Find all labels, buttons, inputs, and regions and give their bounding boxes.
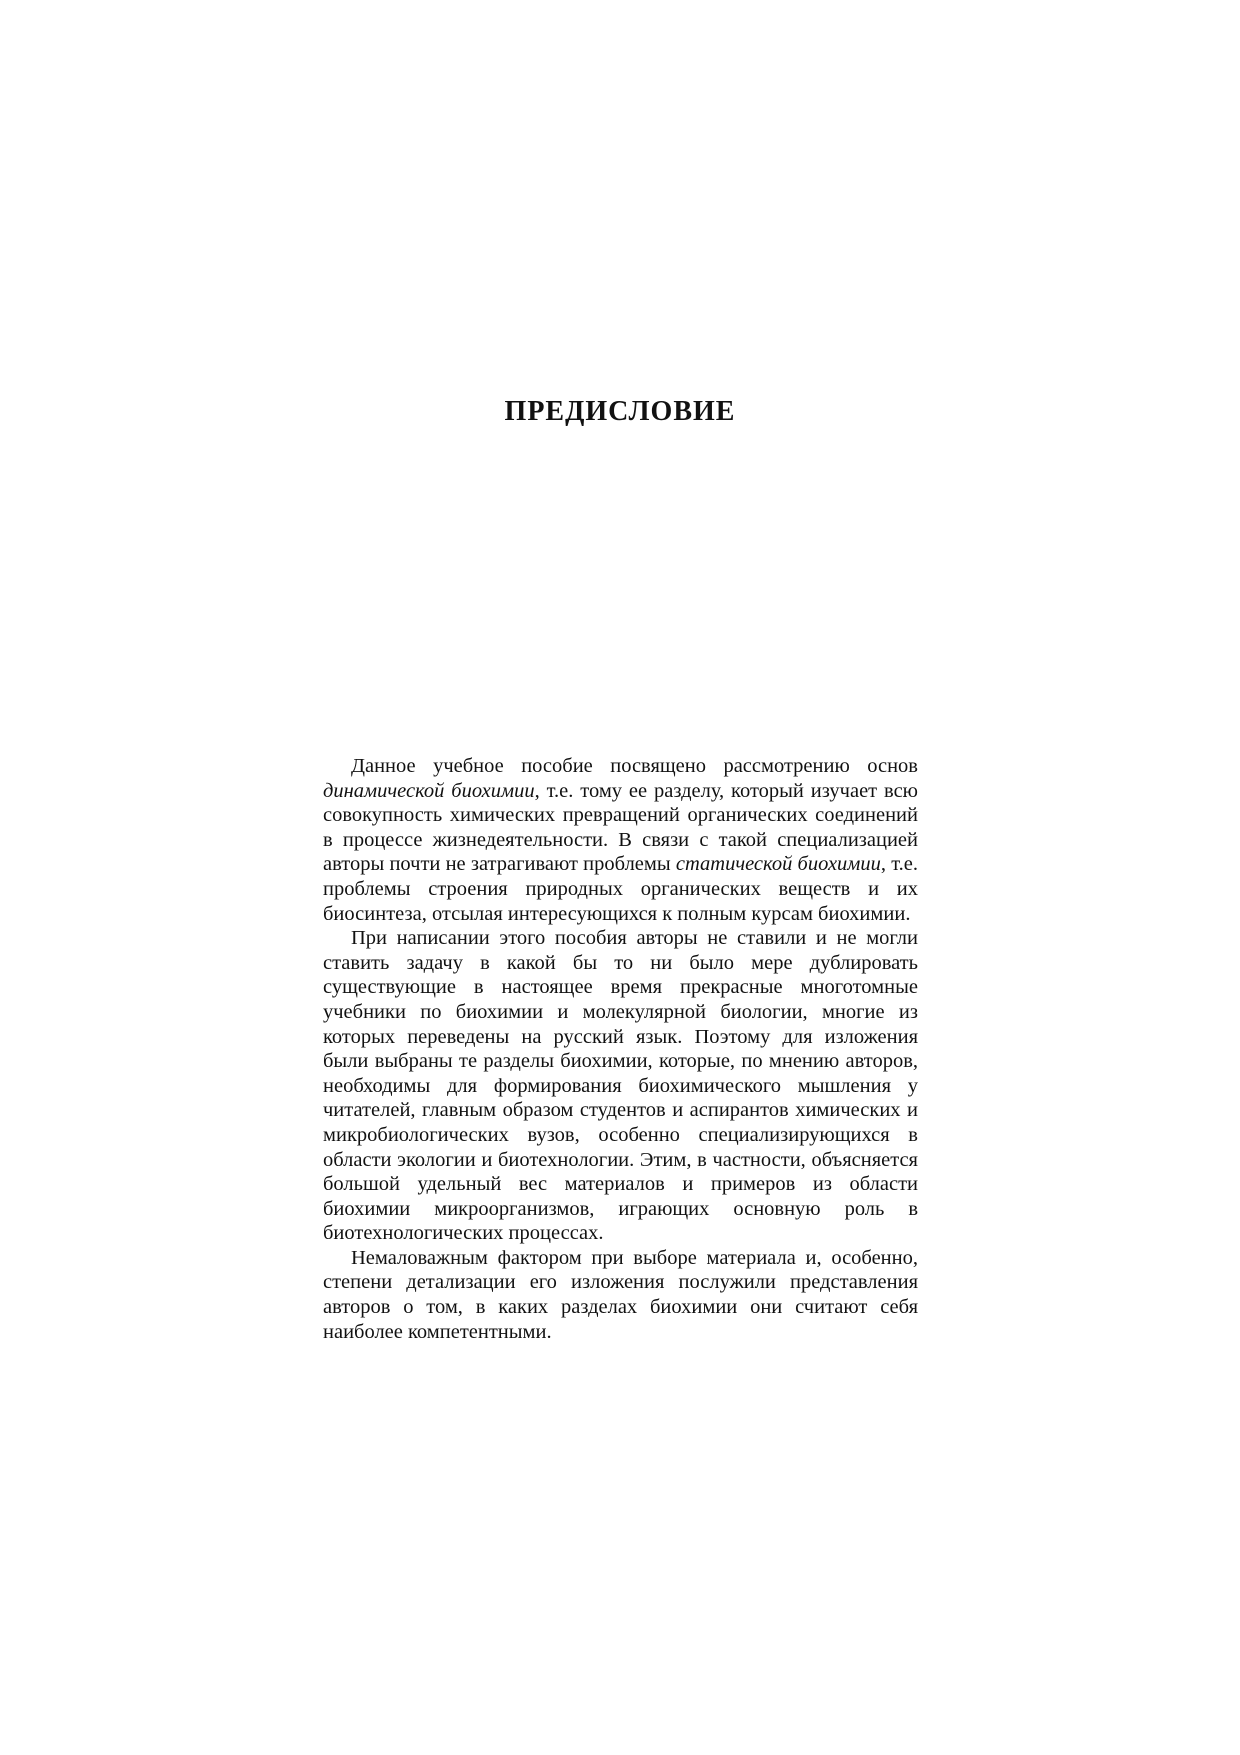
page-heading: ПРЕДИСЛОВИЕ	[504, 396, 736, 427]
paragraph-2	[323, 926, 918, 1246]
paragraph-1-segment-5: , т.е. проблемы строения природных органических веществ и их биосинтеза, отсылая интересующихся к полным курсам биохимии.	[323, 853, 918, 925]
paragraph-1	[323, 754, 918, 926]
italic-term-static-biochemistry: статической биохимии	[675, 853, 881, 876]
italic-term-dynamic-biochemistry: динамической биохимии	[323, 779, 535, 802]
paragraph-3-segment-1: Немаловажным фактором при выборе материала и, особенно, степени детализации его изложения послужили представления авторов о том, в каких разделах биохимии они считают себя наиболее компетентными.	[323, 1246, 918, 1343]
paragraph-3	[323, 1246, 918, 1344]
preface-text	[323, 754, 918, 1344]
paragraph-1-segment-3: , т.е. тому ее разделу, который изучает всю совокупность химических превращений органических соединений в процессе жизнедеятельности. В связи с такой специализацией авторы почти не затрагивают проблемы	[323, 779, 918, 876]
paragraph-1-segment-1: Данное учебное пособие посвящено рассмотрению основ	[351, 755, 918, 777]
paragraph-2-segment-1: При написании этого пособия авторы не ставили и не могли ставить задачу в какой бы то ни было мере дублировать существующие в настоящее время прекрасные многотомные учебники по биохимии и молекулярной биологии, многие из которых переведены на русский язык. Поэтому для изложения были выбраны те разделы биохимии, которые, по мнению авторов, необходимы для формирования биохимического мышления у читателей, главным образом студентов и аспирантов химических и микробиологических вузов, особенно специализирующихся в области экологии и биотехнологии. Этим, в частности, объясняется большой удельный вес материалов и примеров из области биохимии микроорганизмов, играющих основную роль в биотехнологических процессах.	[323, 927, 918, 1245]
